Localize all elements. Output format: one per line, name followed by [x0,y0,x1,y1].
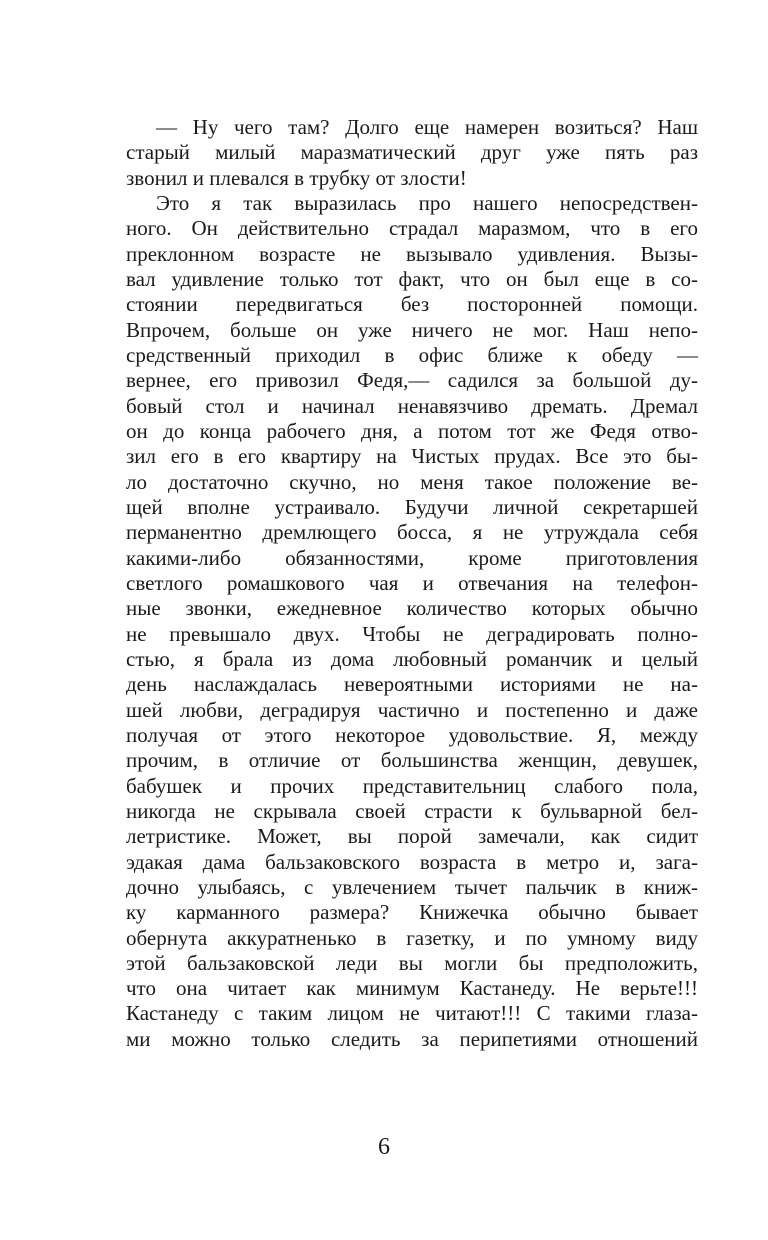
text-line: летристике. Может, вы порой замечали, как сидит [126,824,698,849]
text-line: какими-либо обязанностями, кроме приготовления [126,545,698,570]
text-line: звонил и плевался в трубку от злости! [126,165,467,190]
text-line: Это я так выразилась про нашего непосредствен- [156,190,698,215]
text-line: дочно улыбаясь, с увлечением тычет пальчик в книж- [126,874,698,899]
text-line: бабушек и прочих представительниц слабого пола, [126,773,698,798]
text-line: не превышало двух. Чтобы не деградировать полно- [126,621,698,646]
text-line: ку карманного размера? Книжечка обычно бывает [126,900,698,925]
text-line: стью, я брала из дома любовный романчик и целый [126,646,698,671]
text-line: день наслаждалась невероятными историями не на- [126,672,698,697]
text-line: вернее, его привозил Федя,— садился за большой ду- [126,368,698,393]
text-line: этой бальзаковской леди вы могли бы предположить, [126,950,698,975]
page-number: 6 [378,1134,390,1160]
text-line: ло достаточно скучно, но меня такое положение ве- [126,469,698,494]
text-line: прочим, в отличие от большинства женщин, девушек, [126,748,698,773]
text-line: Кастанеду с таким лицом не читают!!! С такими глаза- [126,1001,698,1026]
text-line: обернута аккуратненько в газетку, и по умному виду [126,925,698,950]
text-line: ного. Он действительно страдал маразмом, что в его [126,216,698,241]
text-line: бовый стол и начинал ненавязчиво дремать. Дремал [126,393,698,418]
text-line: щей вполне устраивало. Будучи личной секретаршей [126,494,698,519]
text-line: получая от этого некоторое удовольствие. Я, между [126,722,698,747]
text-line: стоянии передвигаться без посторонней помощи. [126,292,698,317]
body-text [126,115,698,1052]
text-line: — Ну чего там? Долго еще намерен возиться? Наш [156,115,698,139]
text-line: никогда не скрывала своей страсти к бульварной бел- [126,798,698,823]
text-line: старый милый маразматический друг уже пять раз [126,140,698,165]
text-line: зил его в его квартиру на Чистых прудах. Все это бы- [126,444,698,469]
text-line: ми можно только следить за перипетиями отношений [126,1026,698,1051]
text-line: шей любви, деградируя частично и постепенно и даже [126,697,698,722]
text-line: Впрочем, больше он уже ничего не мог. Наш непо- [126,317,698,342]
text-line: что она читает как минимум Кастанеду. Не верьте!!! [126,976,698,1001]
text-line: вал удивление только тот факт, что он был еще в со- [126,266,698,291]
text-line: средственный приходил в офис ближе к обеду — [126,342,698,367]
text-line: преклонном возрасте не вызывало удивления. Вызы- [126,241,698,266]
text-line: он до конца рабочего дня, а потом тот же Федя отво- [126,418,698,443]
text-line: светлого ромашкового чая и отвечания на телефон- [126,570,698,595]
text-line: эдакая дама бальзаковского возраста в метро и, зага- [126,849,698,874]
text-line: перманентно дремлющего босса, я не утруждала себя [126,520,698,545]
text-line: ные звонки, ежедневное количество которых обычно [126,596,698,621]
